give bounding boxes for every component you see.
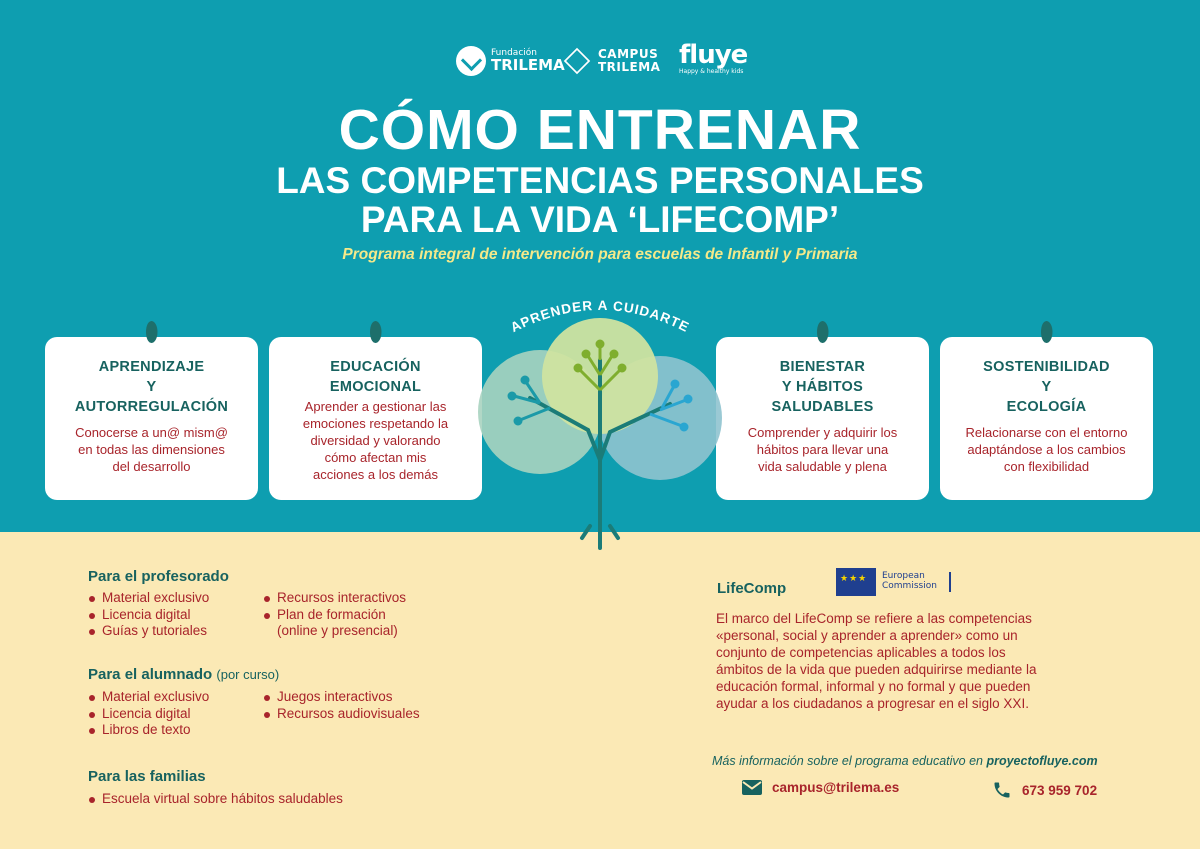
card-body-line: Relacionarse con el entorno: [965, 425, 1128, 440]
european-commission-logo: [836, 568, 951, 596]
card-body: [940, 425, 1153, 476]
list-item: Licencia digital: [88, 607, 209, 624]
card-title-line: EMOCIONAL: [329, 379, 422, 395]
lifecomp-body-line: El marco del LifeComp se refiere a las competencias: [716, 611, 1032, 626]
more-info-text: Más información sobre el programa educativo en: [712, 754, 983, 768]
list-item: Material exclusivo: [88, 689, 209, 706]
alumnado-heading: [88, 666, 279, 683]
card-body-line: con flexibilidad: [1003, 458, 1090, 474]
card-body-line: emociones respetando la: [302, 415, 449, 431]
alumnado-heading-note: (por curso): [216, 667, 280, 682]
title-line-2: LAS COMPETENCIAS PERSONALES: [276, 160, 924, 201]
trilema-check-icon: [456, 46, 486, 76]
card-bienestar: [716, 337, 929, 500]
subtitle: Programa integral de intervención para escuelas de Infantil y Primaria: [342, 246, 858, 263]
card-title: [269, 357, 482, 397]
card-body-line: acciones a los demás: [312, 466, 438, 482]
card-body-line: hábitos para llevar una: [756, 441, 889, 457]
logo-bar: [0, 42, 1200, 82]
title-line-3: PARA LA VIDA ‘LIFECOMP’: [360, 199, 840, 240]
card-title-line: SOSTENIBILIDAD: [983, 359, 1110, 375]
card-body-line: vida saludable y plena: [758, 458, 887, 474]
card-title-line: SALUDABLES: [771, 399, 874, 415]
card-body-line: Comprender y adquirir los: [747, 425, 898, 440]
tree-arc-label: [480, 290, 720, 350]
lifecomp-body-line: «personal, social y aprender a aprender» como un: [716, 628, 1018, 643]
card-title-line: APRENDIZAJE: [98, 359, 205, 375]
profesorado-heading: Para el profesorado: [88, 568, 229, 585]
lifecomp-body: [716, 610, 1106, 712]
lifecomp-body-line: educación formal, informal y no formal y que pueden: [716, 679, 1031, 694]
alumnado-heading-text: Para el alumnado: [88, 666, 213, 683]
card-body-line: Aprender a gestionar las: [304, 399, 447, 414]
card-title-line: Y: [146, 379, 157, 395]
list-item: (online y presencial): [277, 623, 398, 638]
list-item: Recursos audiovisuales: [263, 706, 420, 723]
card-body: [45, 425, 258, 476]
familias-heading: Para las familias: [88, 768, 206, 785]
card-title: [716, 357, 929, 417]
phone-text: 673 959 702: [1022, 782, 1098, 798]
title-line-1: CÓMO ENTRENAR: [338, 98, 862, 162]
card-body-line: cómo afectan mis: [324, 449, 427, 465]
fundacion-trilema-logo: [456, 46, 565, 76]
fluye-logo-tag: Happy & healthy kids: [679, 68, 744, 75]
lifecomp-body-line: conjunto de competencias aplicables a todos los: [716, 645, 1006, 660]
tree-label-text: APRENDER A CUIDARTE: [508, 297, 692, 336]
campus-cube-icon: [564, 47, 590, 73]
leaf-drop-icon: [1041, 321, 1053, 343]
lifecomp-body-line: ayudar a los ciudadanos a progresar en el siglo XXI.: [716, 696, 1029, 711]
leaf-drop-icon: [817, 321, 829, 343]
fluye-logo: [679, 42, 747, 75]
more-info-link[interactable]: proyectofluye.com: [986, 754, 1098, 768]
card-title: [45, 357, 258, 417]
card-title-line: Y HÁBITOS: [781, 379, 864, 395]
list-item: Licencia digital: [88, 706, 209, 723]
email-text: campus@trilema.es: [772, 780, 900, 795]
lifecomp-body-line: ámbitos de la vida que pueden adquirirse mediante la: [716, 662, 1037, 677]
card-body: [269, 399, 482, 483]
card-title-line: AUTORREGULACIÓN: [74, 399, 229, 415]
list-item: Plan de formación: [263, 607, 406, 624]
email-contact[interactable]: [742, 780, 899, 795]
card-title-line: BIENESTAR: [779, 359, 866, 375]
list-item: Libros de texto: [88, 722, 209, 739]
list-item: Escuela virtual sobre hábitos saludables: [88, 791, 343, 808]
phone-icon: [992, 780, 1012, 800]
card-body-line: adaptándose a los cambios: [967, 441, 1126, 457]
alumnado-list-col2: [263, 689, 420, 722]
card-body-line: en todas las dimensiones: [78, 441, 225, 457]
list-item: Guías y tutoriales: [88, 623, 209, 640]
list-item: Material exclusivo: [88, 590, 209, 607]
list-item: Recursos interactivos: [263, 590, 406, 607]
card-body: [716, 425, 929, 476]
card-title-line: EDUCACIÓN: [330, 359, 421, 375]
profesorado-list-col2: [263, 590, 406, 640]
lifecomp-title: LifeComp: [717, 580, 787, 597]
card-sostenibilidad: [940, 337, 1153, 500]
card-title-line: ECOLOGÍA: [1006, 399, 1087, 415]
more-info: [712, 754, 1098, 768]
trilema-logo-big: TRILEMA: [491, 56, 565, 74]
campus-logo-line2: TRILEMA: [598, 59, 661, 74]
campus-logo-line1: CAMPUS: [598, 47, 659, 61]
eu-flag-icon: [836, 568, 876, 596]
alumnado-list-col1: [88, 689, 209, 739]
list-item: Juegos interactivos: [263, 689, 420, 706]
card-body-line: Conocerse a un@ mism@: [75, 425, 228, 440]
fluye-logo-text: fluye: [679, 40, 748, 70]
phone-contact[interactable]: [992, 780, 1097, 800]
card-title: [940, 357, 1153, 417]
eu-logo-line1: European: [882, 571, 925, 582]
mail-icon: [742, 780, 762, 795]
eu-logo-line2: Commission: [882, 581, 937, 591]
card-title-line: Y: [1041, 379, 1052, 395]
trilema-logo-small: Fundación: [491, 48, 537, 58]
card-educacion-emocional: [269, 337, 482, 500]
familias-list: [88, 791, 343, 808]
card-aprendizaje: [45, 337, 258, 500]
card-body-line: del desarrollo: [112, 458, 191, 474]
leaf-drop-icon: [370, 321, 382, 343]
card-body-line: diversidad y valorando: [310, 432, 441, 448]
leaf-drop-icon: [146, 321, 158, 343]
profesorado-list-col1: [88, 590, 209, 640]
campus-trilema-logo: [566, 48, 660, 73]
